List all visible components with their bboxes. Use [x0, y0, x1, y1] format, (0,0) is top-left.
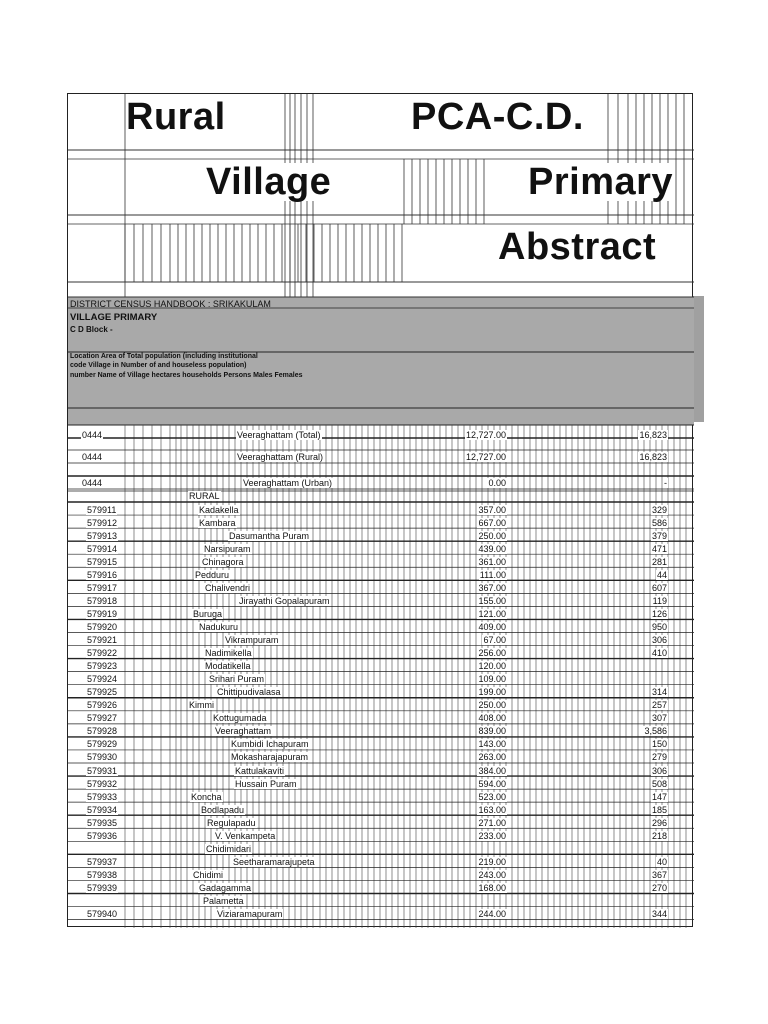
location-code: 579935 [87, 817, 118, 828]
area-hectares: 367.00 [478, 582, 506, 593]
area-hectares: 168.00 [478, 882, 506, 893]
location-code: 579915 [87, 556, 118, 567]
location-code: 579919 [87, 608, 118, 619]
village-name: Kottugumada [213, 713, 267, 724]
title-abstract: Abstract [498, 226, 657, 268]
households-count: - [664, 478, 667, 488]
location-code: 579929 [87, 739, 118, 750]
households-count: 40 [656, 856, 667, 867]
village-name: Bodlapadu [201, 804, 245, 815]
households-count: 508 [651, 778, 667, 789]
location-code: 579931 [87, 765, 118, 776]
village-name: Nadimikella [205, 648, 252, 659]
village-name: Palametta [203, 896, 244, 906]
location-code: 579911 [87, 504, 117, 515]
location-code: 579939 [87, 882, 118, 893]
table-grid [68, 94, 694, 928]
village-name: Veeraghattam (Rural) [237, 452, 324, 462]
village-name: Veeraghattam (Total) [237, 430, 321, 440]
village-name: Gadagamma [199, 882, 252, 893]
location-code: 579937 [87, 856, 118, 867]
households-count: 307 [651, 713, 667, 724]
households-count: 586 [651, 517, 667, 528]
area-hectares: 243.00 [478, 869, 506, 880]
location-code: 579920 [87, 621, 118, 632]
area-hectares: 120.00 [478, 661, 506, 672]
location-code: 579913 [87, 530, 118, 541]
village-name: Modatikella [205, 661, 251, 672]
area-hectares: 667.00 [478, 517, 506, 528]
village-name: Buruga [193, 608, 223, 619]
households-count: 281 [651, 556, 667, 567]
title-pca-cd: PCA-C.D. [411, 96, 584, 138]
village-name: Viziaramapuram [217, 909, 283, 920]
census-sheet [67, 93, 693, 927]
village-name: Seetharamarajupeta [233, 856, 315, 867]
households-count: 607 [651, 582, 667, 593]
location-code: 579917 [87, 582, 118, 593]
location-code: 579934 [87, 804, 118, 815]
location-code: 579916 [87, 569, 118, 580]
village-name: Veeraghattam (Urban) [243, 478, 333, 488]
area-hectares: 219.00 [478, 856, 506, 867]
area-hectares: 0.00 [488, 478, 506, 488]
column-header-line: Location Area of Total population (including institutional [70, 353, 258, 360]
village-name: Chinagora [202, 556, 244, 567]
households-count: 185 [651, 804, 667, 815]
households-count: 306 [651, 765, 667, 776]
area-hectares: 256.00 [478, 648, 506, 659]
location-code: 579912 [87, 517, 118, 528]
area-hectares: 199.00 [478, 687, 506, 698]
gray-side-tab [693, 296, 704, 422]
village-name: Kumbidi Ichapuram [231, 739, 309, 750]
column-header-line: code Village in Number of and houseless population) [70, 362, 247, 369]
location-code: 579923 [87, 661, 118, 672]
handbook-title: DISTRICT CENSUS HANDBOOK : SRIKAKULAM [70, 299, 271, 309]
location-code: 0444 [82, 452, 103, 462]
households-count: 314 [651, 687, 667, 698]
village-name: Chittipudivalasa [217, 687, 281, 698]
location-code: 579926 [87, 700, 118, 711]
title-village: Village [206, 161, 332, 203]
title-primary: Primary [528, 161, 674, 203]
households-count: 150 [651, 739, 667, 750]
village-name: Dasumantha Puram [229, 530, 310, 541]
households-count: 471 [651, 543, 667, 554]
location-code: 579927 [87, 713, 118, 724]
column-header-line: number Name of Village hectares households Persons Males Females [70, 372, 303, 379]
area-hectares: 155.00 [478, 595, 506, 606]
households-count: 3,586 [644, 726, 667, 737]
village-name: Regulapadu [207, 817, 256, 828]
households-count: 270 [651, 882, 667, 893]
location-code: 579921 [87, 635, 118, 645]
area-hectares: 439.00 [478, 543, 506, 554]
location-code: 0444 [82, 478, 103, 488]
village-name: Pedduru [195, 569, 230, 580]
village-name: Hussain Puram [235, 778, 297, 789]
households-count: 410 [651, 648, 667, 659]
location-code: 0444 [82, 430, 103, 440]
location-code: 579914 [87, 543, 118, 554]
households-count: 44 [656, 569, 667, 580]
header-band [68, 297, 694, 425]
area-hectares: 384.00 [478, 765, 506, 776]
area-hectares: 263.00 [478, 752, 506, 763]
village-name: Kadakella [199, 504, 239, 515]
area-hectares: 244.00 [478, 909, 506, 920]
location-code: 579924 [87, 674, 118, 685]
area-hectares: 408.00 [478, 713, 506, 724]
area-hectares: 409.00 [478, 621, 506, 632]
location-code: 579925 [87, 687, 118, 698]
village-name: Jirayathi Gopalapuram [239, 595, 330, 606]
location-code: 579936 [87, 830, 118, 841]
households-count: 279 [651, 752, 667, 763]
households-count: 296 [651, 817, 667, 828]
area-hectares: 271.00 [478, 817, 506, 828]
village-name: Chidimidari [206, 843, 252, 854]
area-hectares: 357.00 [478, 504, 506, 515]
village-name: Koncha [191, 791, 222, 802]
village-name: V. Venkampeta [215, 830, 276, 841]
village-name: Srihari Puram [209, 674, 265, 685]
households-count: 16,823 [639, 452, 667, 462]
households-count: 329 [651, 504, 667, 515]
households-count: 306 [651, 635, 667, 645]
village-name: Mokasharajapuram [231, 752, 309, 763]
location-code: 579928 [87, 726, 118, 737]
area-hectares: 233.00 [478, 830, 506, 841]
households-count: 950 [651, 621, 667, 632]
area-hectares: 12,727.00 [465, 452, 506, 462]
area-hectares: 839.00 [478, 726, 506, 737]
households-count: 126 [651, 608, 667, 619]
area-hectares: 163.00 [478, 804, 506, 815]
location-code: 579922 [87, 648, 118, 659]
section-title: VILLAGE PRIMARY [70, 312, 158, 323]
area-hectares: 250.00 [478, 700, 506, 711]
area-hectares: 523.00 [478, 791, 506, 802]
village-name: RURAL [189, 491, 220, 501]
households-count: 379 [651, 530, 667, 541]
village-name: Chidimi [193, 869, 224, 880]
location-code: 579930 [87, 752, 118, 763]
location-code: 579918 [87, 595, 118, 606]
village-name: Kattulakavíti [235, 765, 285, 776]
households-count: 344 [651, 909, 667, 920]
village-name: Kambara [199, 517, 236, 528]
block-title: C D Block - [70, 325, 113, 334]
households-count: 218 [651, 830, 667, 841]
area-hectares: 143.00 [478, 739, 506, 750]
area-hectares: 109.00 [478, 674, 506, 685]
village-name: Narsipuram [204, 543, 251, 554]
village-name: Kimmi [189, 700, 214, 711]
area-hectares: 594.00 [478, 778, 506, 789]
village-name: Veeraghattam [215, 726, 272, 737]
location-code: 579940 [87, 909, 118, 920]
households-count: 367 [651, 869, 667, 880]
title-rural: Rural [126, 96, 226, 138]
households-count: 119 [652, 595, 667, 606]
village-name: Chalivendri [205, 582, 251, 593]
households-count: 257 [651, 700, 667, 711]
households-count: 147 [651, 791, 667, 802]
village-name: Vikrampuram [225, 635, 279, 645]
area-hectares: 361.00 [478, 556, 506, 567]
location-code: 579933 [87, 791, 118, 802]
households-count: 16,823 [639, 430, 667, 440]
area-hectares: 250.00 [478, 530, 506, 541]
village-name: Nadukuru [199, 621, 239, 632]
area-hectares: 67.00 [483, 635, 506, 645]
area-hectares: 12,727.00 [465, 430, 506, 440]
location-code: 579932 [87, 778, 118, 789]
area-hectares: 111.00 [479, 569, 506, 580]
location-code: 579938 [87, 869, 118, 880]
area-hectares: 121.00 [478, 608, 506, 619]
